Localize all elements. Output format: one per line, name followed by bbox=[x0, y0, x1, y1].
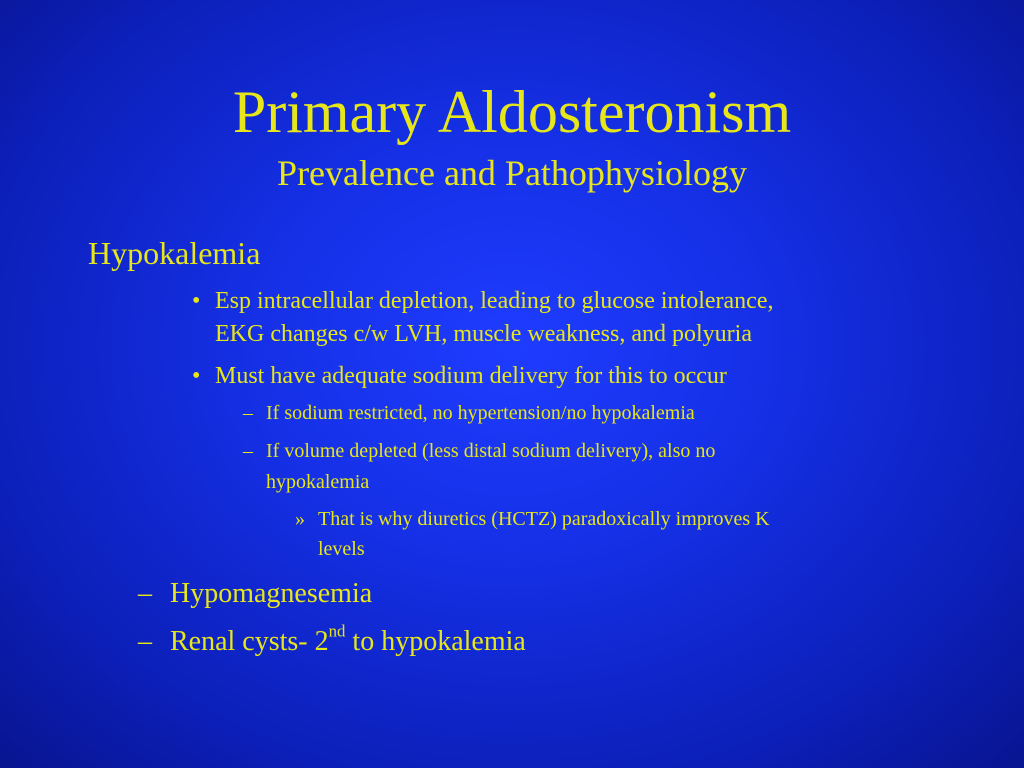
heading-hypokalemia: Hypokalemia bbox=[88, 235, 261, 271]
sub-bullet-text-line: hypokalemia bbox=[266, 471, 370, 493]
renal-cysts-text: Renal cysts- 2 bbox=[170, 626, 329, 657]
dash-marker: – bbox=[138, 578, 152, 609]
bullet-text-line: EKG changes c/w LVH, muscle weakness, and polyuria bbox=[215, 321, 752, 347]
renal-cysts-text-after: to hypokalemia bbox=[345, 626, 526, 657]
bullet-marker: • bbox=[192, 288, 201, 314]
sub-bullet-marker: – bbox=[243, 440, 253, 462]
bullet-marker: • bbox=[192, 363, 201, 389]
dash-marker: – bbox=[138, 626, 152, 657]
slide-subtitle: Prevalence and Pathophysiology bbox=[277, 153, 747, 193]
sub-bullet-text-line: If volume depleted (less distal sodium delivery), also no bbox=[266, 440, 716, 462]
bullet-text-line: Esp intracellular depletion, leading to glucose intolerance, bbox=[215, 288, 774, 314]
dash-item-renal-cysts bbox=[170, 621, 526, 660]
sub-sub-bullet-marker: » bbox=[295, 508, 305, 530]
sub-sub-bullet-text-line: That is why diuretics (HCTZ) paradoxically improves K bbox=[318, 508, 770, 530]
sub-bullet-text-line: If sodium restricted, no hypertension/no hypokalemia bbox=[266, 402, 695, 424]
dash-item-hypomagnesemia: Hypomagnesemia bbox=[170, 578, 373, 609]
bullet-text-line: Must have adequate sodium delivery for this to occur bbox=[215, 363, 727, 389]
sub-bullet-marker: – bbox=[243, 402, 253, 424]
sub-sub-bullet-text-line: levels bbox=[318, 538, 365, 560]
ordinal-superscript: nd bbox=[328, 621, 346, 641]
slide-title: Primary Aldosteronism bbox=[232, 79, 792, 145]
